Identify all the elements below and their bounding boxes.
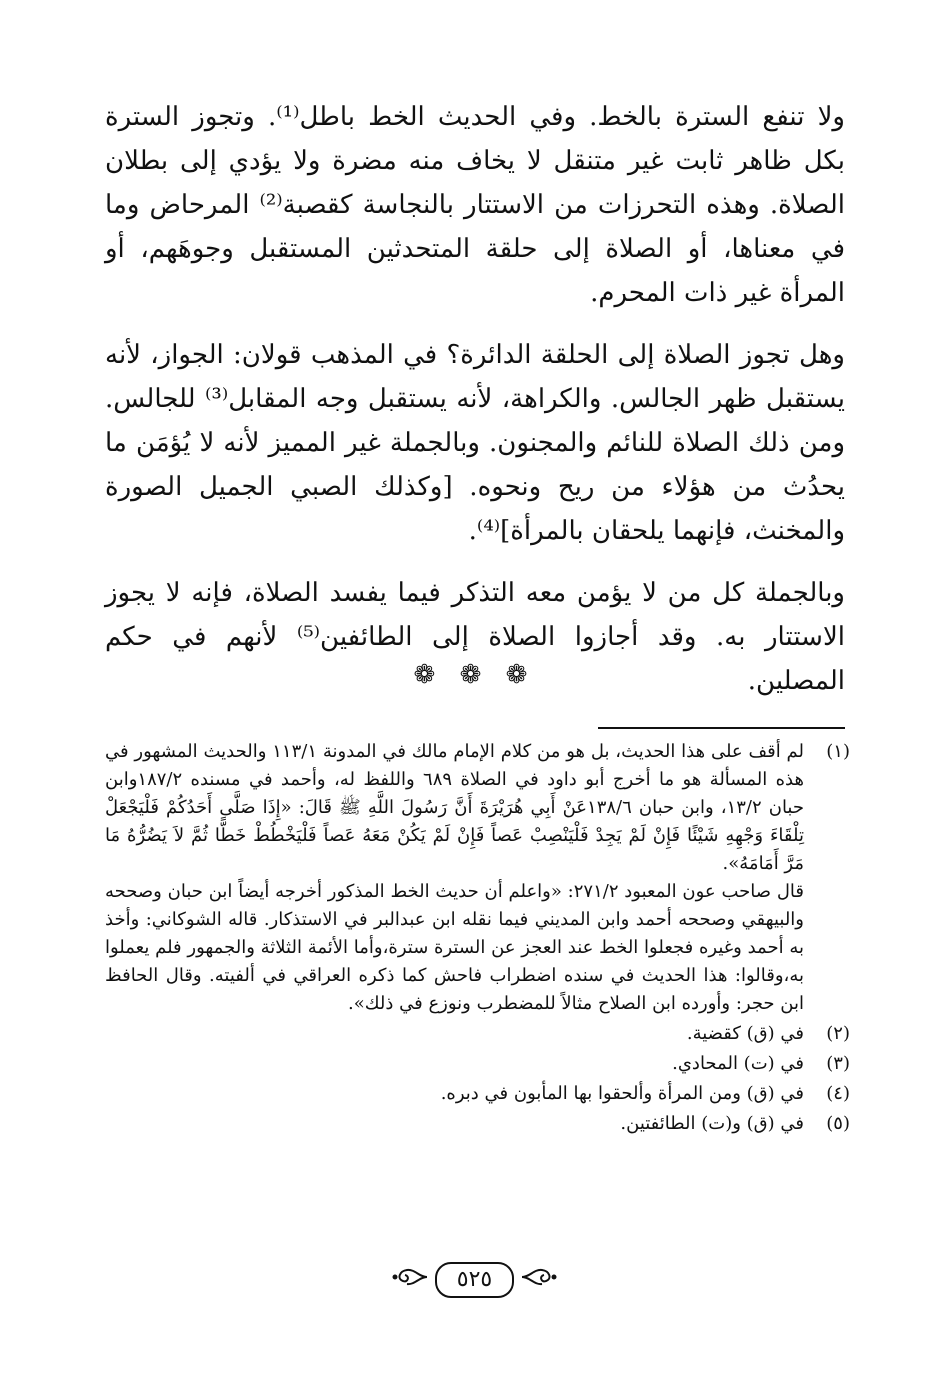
- footnote-3: [105, 1050, 850, 1078]
- footnote-1: [105, 738, 850, 1018]
- page-number: ٥٢٥: [435, 1262, 514, 1298]
- footnote-number: (١): [826, 741, 850, 762]
- footnote-number: (٣): [826, 1053, 850, 1074]
- main-paragraph-1: ولا تنفع السترة بالخط. وفي الحديث الخط باطل⁽¹⁾. وتجوز السترة بكل ظاهر ثابت غير متنقل لا يخاف منه مضرة ولا يؤدي إلى بطلان الصلاة. وهذه التحرزات من الاستتار بالنجاسة كقصبة⁽²⁾ المرحاض وما في معناها، أو الصلاة إلى حلقة المتحدثين المستقبل وجوهَهم، أو المرأة غير ذات المحرم.: [105, 102, 845, 308]
- footnote-number: (٥): [826, 1113, 850, 1134]
- footnote-text: في (ق) كقضية.: [686, 1023, 804, 1044]
- footnote-number: (٢): [826, 1023, 850, 1044]
- footnote-2: [105, 1020, 850, 1048]
- footnote-text: لم أقف على هذا الحديث، بل هو من كلام الإمام مالك في المدونة ١١٣/١ والحديث المشهور في هذه المسألة هو ما أخرج أبو داود في الصلاة ٦٨٩ واللفظ له، وأحمد في مسنده ١٨٧/٢وابن حبان ١٣/٢، وابن حبان ١٣٨/٦عَنْ أَبِي هُرَيْرَةَ أَنَّ رَسُولَ اللَّهِ ﷺ قَالَ: «إِذَا صَلَّى أَحَدُكُمْ فَلْيَجْعَلْ تِلْقَاءَ وَجْهِهِ شَيْئًا فَإِنْ لَمْ يَجِدْ فَلْيَنْصِبْ عَصاً فَإِنْ لَمْ يَكُنْ مَعَهُ عَصاً فَلْيَخْطُطْ خَطًّا ثُمَّ لاَ يَضُرُّهُ مَا مَرَّ أَمَامَهُ».: [105, 741, 804, 874]
- footnote-rule: [598, 727, 845, 729]
- footnote-text: قال صاحب عون المعبود ٢٧١/٢: «واعلم أن حديث الخط المذكور أخرجه أيضاً ابن حبان وصححه والبيهقي وصححه أحمد وابن المديني فيما نقله ابن عبدالبر في الاستذكار. قاله الشوكاني: وأخذ به أحمد وغيره فجعلوا الخط عند العجز عن السترة سترة،وأما الأئمة الثلاثة والجمهور فلم يعملوا به،وقالوا: هذا الحديث في سنده اضطراب فاحش كما ذكره العراقي في ألفيته. وقال الحافظ ابن حجر: وأورده ابن الصلاح مثالاً للمضطرب ونوزع في ذلك».: [105, 881, 804, 1014]
- main-paragraph-2: وهل تجوز الصلاة إلى الحلقة الدائرة؟ في المذهب قولان: الجواز، لأنه يستقبل ظهر الجالس. والكراهة، لأنه يستقبل وجه المقابل⁽³⁾ للجالس. ومن ذلك الصلاة للنائم والمجنون. وبالجملة غير المميز لأنه لا يُؤمَن ما يحدُث من هؤلاء من ريح ونحوه. [وكذلك الصبي الجميل الصورة والمخنث، فإنهما يلحقان بالمرأة]⁽⁴⁾.: [105, 340, 846, 546]
- page-folio: [0, 1262, 949, 1298]
- scroll-ornament-icon: [389, 1264, 429, 1298]
- section-separator: ❁ ❁ ❁: [413, 660, 536, 690]
- main-text: [105, 95, 845, 721]
- scroll-ornament-icon: [520, 1264, 560, 1298]
- footnote-text: في (ت) المحادي.: [672, 1053, 804, 1074]
- footnote-text: في (ق) و(ت) الطائفتين.: [620, 1113, 804, 1134]
- footnote-text: في (ق) ومن المرأة وألحقوا بها المأبون في دبره.: [440, 1083, 804, 1104]
- footnote-4: [105, 1080, 850, 1108]
- footnote-5: [105, 1110, 850, 1138]
- main-paragraph-3: وبالجملة كل من لا يؤمن معه التذكر فيما يفسد الصلاة، فإنه لا يجوز الاستتار به. وقد أجازوا الصلاة إلى الطائفين⁽⁵⁾ لأنهم في حكم المصلين.: [105, 578, 846, 696]
- footnote-number: (٤): [826, 1083, 850, 1104]
- footnotes: [105, 738, 850, 1140]
